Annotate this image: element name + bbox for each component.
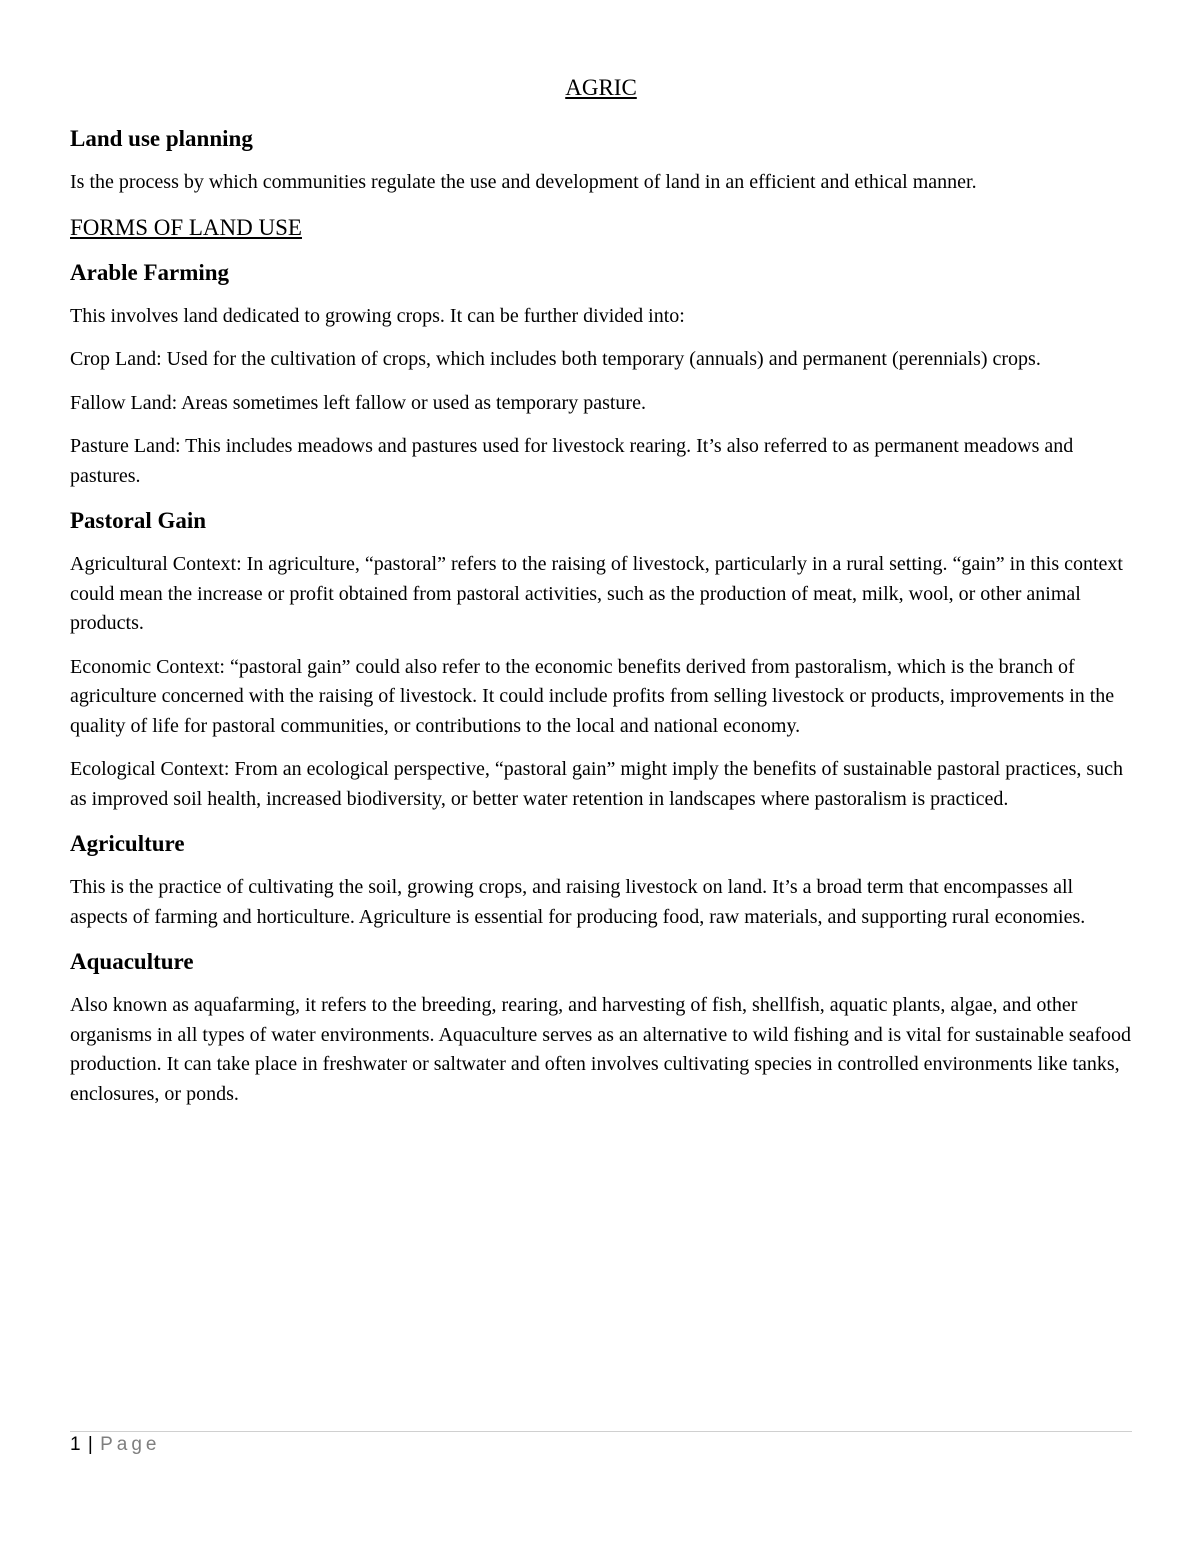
document-body: [70, 72, 1132, 1123]
paragraph: Also known as aquafarming, it refers to the breeding, rearing, and harvesting of fish, shellfish, aquatic plants, algae, and other organisms in all types of water environments. Aquaculture serves as an alternative to wild fishing and is vital for sustainable seafood production. It can take place in freshwater or saltwater and often involves cultivating species in controlled environments like tanks, enclosures, or ponds.: [70, 994, 1132, 1105]
section-heading: Pastoral Gain: [70, 508, 207, 533]
footer-separator: |: [87, 1434, 93, 1455]
paragraph: Pasture Land: This includes meadows and pastures used for livestock rearing. It’s also referred to as permanent meadows and pastures.: [70, 435, 1074, 487]
document-title: AGRIC: [565, 75, 637, 100]
section-heading: Agriculture: [70, 831, 185, 856]
paragraph: Agricultural Context: In agriculture, “pastoral” refers to the raising of livestock, particularly in a rural setting. “gain” in this context could mean the increase or profit obtained from pastoral activities, such as the production of meat, milk, wool, or other animal products.: [70, 553, 1123, 634]
paragraph: This involves land dedicated to growing crops. It can be further divided into:: [70, 304, 685, 327]
paragraph: Crop Land: Used for the cultivation of crops, which includes both temporary (annuals) and permanent (perennials) crops.: [70, 348, 1041, 370]
page-footer: [70, 1431, 1132, 1456]
page-number: 1: [70, 1434, 81, 1455]
paragraph: This is the practice of cultivating the soil, growing crops, and raising livestock on land. It’s a broad term that encompasses all aspects of farming and horticulture. Agriculture is essential for producing food, raw materials, and supporting rural economies.: [70, 876, 1086, 928]
paragraph: Economic Context: “pastoral gain” could also refer to the economic benefits derived from pastoralism, which is the branch of agriculture concerned with the raising of livestock. It could include profits from selling livestock or products, improvements in the quality of life for pastoral communities, or contributions to the local and national economy.: [70, 655, 1115, 737]
section-heading: Land use planning: [70, 126, 253, 151]
document-sections: [70, 123, 1132, 1109]
paragraph: Is the process by which communities regulate the use and development of land in an efficient and ethical manner.: [70, 171, 977, 193]
section-heading: Arable Farming: [70, 259, 230, 285]
section-title: FORMS OF LAND USE: [70, 214, 302, 240]
paragraph: Fallow Land: Areas sometimes left fallow or used as temporary pasture.: [70, 391, 646, 414]
paragraph: Ecological Context: From an ecological perspective, “pastoral gain” might imply the benefits of sustainable pastoral practices, such as improved soil health, increased biodiversity, or better water retention in landscapes where pastoralism is practiced.: [70, 758, 1124, 810]
page-label: Page: [100, 1434, 161, 1455]
section-heading: Aquaculture: [70, 949, 194, 974]
